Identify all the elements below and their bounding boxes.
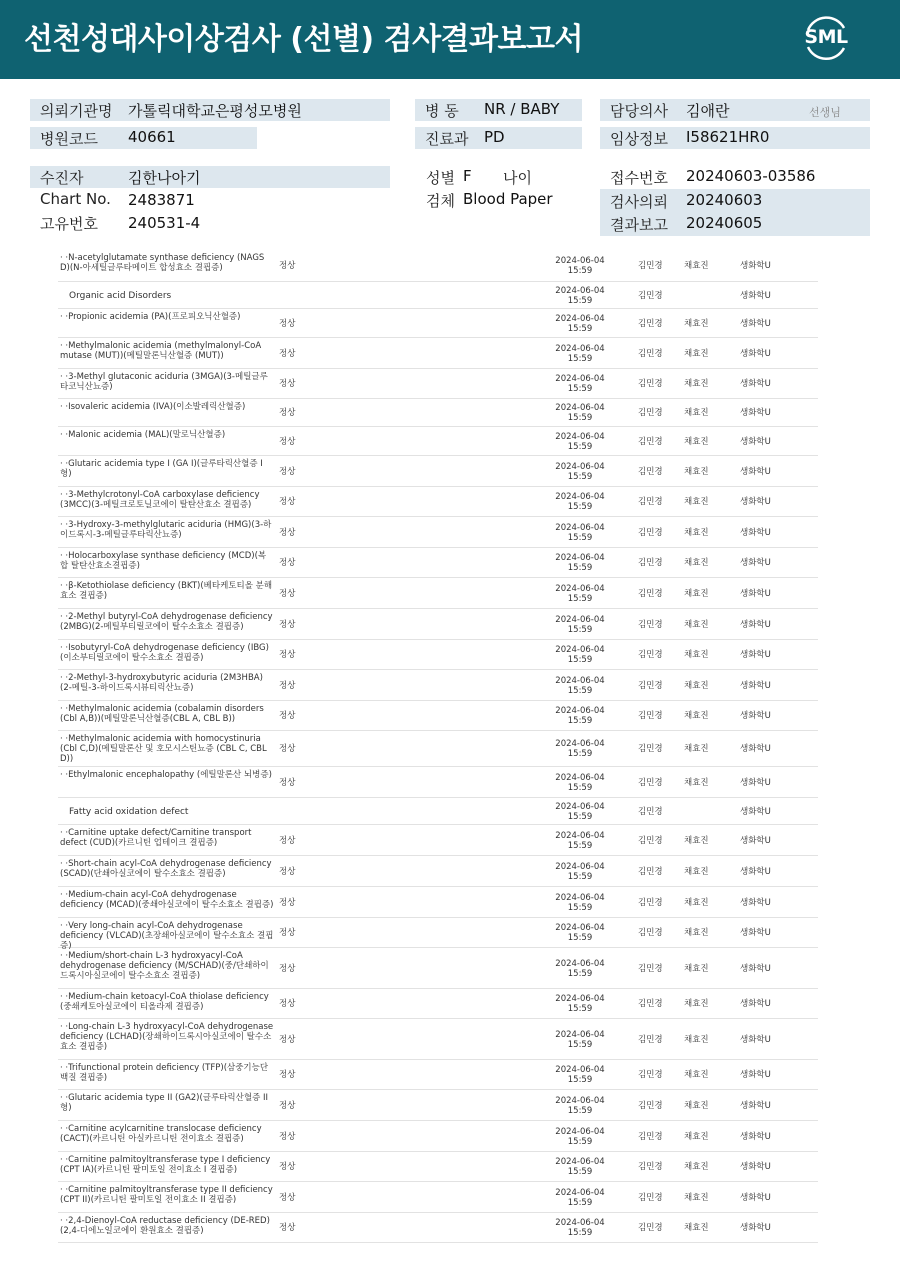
result-time: 15:59 <box>567 933 593 943</box>
test-name: Organic acid Disorders <box>69 291 172 301</box>
result-value: 정상 <box>279 898 296 908</box>
result-value: 정상 <box>279 408 296 418</box>
result-value: 정상 <box>279 999 296 1009</box>
verifier-name: 채효진 <box>684 964 709 974</box>
report-label: 결과보고 <box>610 216 668 234</box>
table-row <box>58 701 818 731</box>
verifier-name: 채효진 <box>684 408 709 418</box>
result-date: 2024-06-04 <box>555 1030 605 1040</box>
table-row <box>58 640 818 670</box>
result-date: 2024-06-04 <box>555 773 605 783</box>
result-value: 정상 <box>279 497 296 507</box>
result-date: 2024-06-04 <box>555 286 605 296</box>
verifier-name: 채효진 <box>684 620 709 630</box>
specimen-value: Blood Paper <box>463 190 553 208</box>
verifier-name: 채효진 <box>684 650 709 660</box>
result-date: 2024-06-04 <box>555 432 605 442</box>
verifier-name: 채효진 <box>684 1223 709 1233</box>
dept-name: 생화학U <box>740 620 771 630</box>
patient-box <box>30 166 390 188</box>
table-row <box>58 856 818 887</box>
test-name: · ·Medium/short-chain L-3 hydroxyacyl-CoA dehydrogenase deficiency (M/SCHAD)(중/단쇄하이드록시아실코에이 탈수소효소 결핍증) <box>60 951 269 981</box>
org-label: 의뢰기관명 <box>40 102 113 120</box>
dept-name: 생화학U <box>740 1035 771 1045</box>
verifier-name: 채효진 <box>684 528 709 538</box>
result-value: 정상 <box>279 467 296 477</box>
verifier-name: 채효진 <box>684 497 709 507</box>
result-time: 15:59 <box>567 655 593 665</box>
table-row <box>58 487 818 517</box>
result-time: 15:59 <box>567 563 593 573</box>
sex-value: F <box>463 167 472 185</box>
clinical-value: I58621HR0 <box>686 128 770 146</box>
tester-name: 김민경 <box>638 778 663 788</box>
table-row <box>58 456 818 487</box>
test-name: · ·Methylmalonic acidemia with homocystinuria (Cbl C,D)(메틸말론산 및 호모시스틴뇨증 (CBL C, CBL D)) <box>60 734 267 764</box>
result-value: 정상 <box>279 867 296 877</box>
tester-name: 김민경 <box>638 999 663 1009</box>
tester-name: 김민경 <box>638 1070 663 1080</box>
verifier-name: 채효진 <box>684 928 709 938</box>
table-row <box>58 1090 818 1121</box>
ward-label: 병 동 <box>425 102 459 120</box>
result-time: 15:59 <box>567 266 593 276</box>
table-row <box>58 918 818 951</box>
test-name: · ·Propionic acidemia (PA)(프로피오닉산혈증) <box>60 312 241 322</box>
verifier-name: 채효진 <box>684 1193 709 1203</box>
result-time: 15:59 <box>567 625 593 635</box>
result-date: 2024-06-04 <box>555 959 605 969</box>
test-name: · ·Ethylmalonic encephalopathy (에틸말론산 뇌병증) <box>60 770 272 780</box>
test-name: · ·Carnitine acylcarnitine translocase deficiency (CACT)(카르니틴 아실카르니틴 전이효소 결핍증) <box>60 1124 262 1144</box>
tester-name: 김민경 <box>638 1132 663 1142</box>
result-value: 정상 <box>279 1035 296 1045</box>
dept-name: 생화학U <box>740 1070 771 1080</box>
request-label: 검사의뢰 <box>610 193 668 211</box>
result-value: 정상 <box>279 1193 296 1203</box>
result-time: 15:59 <box>567 783 593 793</box>
result-value: 정상 <box>279 928 296 938</box>
tester-name: 김민경 <box>638 1193 663 1203</box>
table-row <box>58 250 818 282</box>
receipt-value: 20240603-03586 <box>686 167 816 185</box>
dept-name: 생화학U <box>740 898 771 908</box>
result-time: 15:59 <box>567 594 593 604</box>
result-date: 2024-06-04 <box>555 676 605 686</box>
verifier-name: 채효진 <box>684 261 709 271</box>
result-date: 2024-06-04 <box>555 1157 605 1167</box>
result-date: 2024-06-04 <box>555 492 605 502</box>
sex-label: 성별 <box>426 169 455 187</box>
tester-name: 김민경 <box>638 261 663 271</box>
clinical-label: 임상정보 <box>610 130 668 148</box>
org-value: 가톨릭대학교은평성모병원 <box>128 102 302 120</box>
report-value: 20240605 <box>686 214 763 232</box>
dept-name: 생화학U <box>740 589 771 599</box>
patient-label: 수진자 <box>40 169 84 187</box>
test-name: · ·2-Methyl-3-hydroxybutyric aciduria (2M3HBA)(2-메틸-3-하이드록시뷰티릭산뇨증) <box>60 673 263 693</box>
result-date: 2024-06-04 <box>555 645 605 655</box>
test-name: · ·Medium-chain acyl-CoA dehydrogenase deficiency (MCAD)(중쇄아실코에이 탈수소효소 결핍증) <box>60 890 274 910</box>
test-name: · ·Trifunctional protein deficiency (TFP)(삼중기능단백질 결핍증) <box>60 1063 269 1083</box>
result-time: 15:59 <box>567 533 593 543</box>
dept-name: 생화학U <box>740 1162 771 1172</box>
unique-label: 고유번호 <box>40 215 98 233</box>
result-value: 정상 <box>279 650 296 660</box>
verifier-name: 채효진 <box>684 319 709 329</box>
dept-name: 생화학U <box>740 836 771 846</box>
result-date: 2024-06-04 <box>555 893 605 903</box>
test-name: · ·Holocarboxylase synthase deficiency (MCD)(복합 탈탄산효소결핍증) <box>60 551 267 571</box>
result-time: 15:59 <box>567 969 593 979</box>
section-row <box>58 798 818 825</box>
dept-name: 생화학U <box>740 349 771 359</box>
test-name: · ·3-Methylcrotonyl-CoA carboxylase deficiency (3MCC)(3-메틸크로토닐코에이 탈탄산효소 결핍증) <box>60 490 260 510</box>
dept-name: 생화학U <box>740 778 771 788</box>
test-name: · ·Malonic acidemia (MAL)(말로닉산혈증) <box>60 430 226 440</box>
result-date: 2024-06-04 <box>555 584 605 594</box>
result-date: 2024-06-04 <box>555 403 605 413</box>
table-row <box>58 609 818 640</box>
result-date: 2024-06-04 <box>555 739 605 749</box>
table-row <box>58 1060 818 1090</box>
result-date: 2024-06-04 <box>555 994 605 1004</box>
table-row <box>58 548 818 578</box>
result-date: 2024-06-04 <box>555 862 605 872</box>
test-name: · ·3-Hydroxy-3-methylglutaric aciduria (HMG)(3-하이드록시-3-메틸글루타릭산뇨증) <box>60 520 272 540</box>
result-value: 정상 <box>279 711 296 721</box>
result-value: 정상 <box>279 589 296 599</box>
result-value: 정상 <box>279 778 296 788</box>
table-row <box>58 887 818 918</box>
tester-name: 김민경 <box>638 291 663 301</box>
dept-name: 생화학U <box>740 1193 771 1203</box>
result-value: 정상 <box>279 319 296 329</box>
result-date: 2024-06-04 <box>555 1218 605 1228</box>
result-value: 정상 <box>279 558 296 568</box>
verifier-name: 채효진 <box>684 1101 709 1111</box>
specimen-label: 검체 <box>426 192 455 210</box>
tester-name: 김민경 <box>638 528 663 538</box>
result-value: 정상 <box>279 1070 296 1080</box>
test-name: · ·β-Ketothiolase deficiency (BKT)(베타케토티올 분해효소 결핍증) <box>60 581 273 601</box>
dept-name: 생화학U <box>740 928 771 938</box>
result-time: 15:59 <box>567 1004 593 1014</box>
test-name: · ·Glutaric acidemia type I (GA I)(글루타릭산혈증 I 형) <box>60 459 263 479</box>
tester-name: 김민경 <box>638 898 663 908</box>
unique-value: 240531-4 <box>128 214 201 232</box>
test-name: · ·Carnitine uptake defect/Carnitine transport defect (CUD)(카르니틴 업테이크 결핍증) <box>60 828 252 848</box>
result-value: 정상 <box>279 349 296 359</box>
result-date: 2024-06-04 <box>555 831 605 841</box>
result-date: 2024-06-04 <box>555 615 605 625</box>
dept-name: 생화학U <box>740 1132 771 1142</box>
doctor-suffix: 선생님 <box>809 106 841 119</box>
result-time: 15:59 <box>567 502 593 512</box>
doctor-label: 담당의사 <box>610 102 668 120</box>
tester-name: 김민경 <box>638 558 663 568</box>
dept-name: 생화학U <box>740 261 771 271</box>
result-date: 2024-06-04 <box>555 314 605 324</box>
dept-name: 생화학U <box>740 467 771 477</box>
result-date: 2024-06-04 <box>555 1188 605 1198</box>
result-time: 15:59 <box>567 1198 593 1208</box>
logo-text: SML <box>804 26 848 48</box>
result-time: 15:59 <box>567 354 593 364</box>
tester-name: 김민경 <box>638 807 663 817</box>
hospital-code-label: 병원코드 <box>40 130 98 148</box>
test-name: · ·2,4-Dienoyl-CoA reductase deficiency (DE-RED)(2,4-디에노일코에이 환원효소 결핍증) <box>60 1216 270 1236</box>
result-value: 정상 <box>279 1132 296 1142</box>
age-label: 나이 <box>503 169 532 187</box>
result-time: 15:59 <box>567 296 593 306</box>
verifier-name: 채효진 <box>684 898 709 908</box>
result-value: 정상 <box>279 261 296 271</box>
table-row <box>58 517 818 548</box>
table-row <box>58 670 818 701</box>
result-date: 2024-06-04 <box>555 256 605 266</box>
table-row <box>58 399 818 427</box>
verifier-name: 채효진 <box>684 349 709 359</box>
dept-name: 생화학U <box>740 867 771 877</box>
verifier-name: 채효진 <box>684 778 709 788</box>
patient-value: 김한나아기 <box>128 169 201 187</box>
tester-name: 김민경 <box>638 467 663 477</box>
tester-name: 김민경 <box>638 497 663 507</box>
table-row <box>58 1152 818 1182</box>
test-name: · ·Methylmalonic acidemia (methylmalonyl-CoA mutase (MUT))(메틸말론닉산혈증 (MUT)) <box>60 341 262 361</box>
dept-name: 생화학U <box>740 528 771 538</box>
test-name: · ·Glutaric acidemia type II (GA2)(글루타릭산혈증 II형) <box>60 1093 268 1113</box>
verifier-name: 채효진 <box>684 1132 709 1142</box>
table-row <box>58 731 818 767</box>
test-name: · ·2-Methyl butyryl-CoA dehydrogenase deficiency (2MBG)(2-메틸부티릴코에이 탈수소효소 결핍증) <box>60 612 273 632</box>
result-date: 2024-06-04 <box>555 462 605 472</box>
chart-label: Chart No. <box>40 190 111 208</box>
test-name: · ·Medium-chain ketoacyl-CoA thiolase deficiency (중쇄케토아실코에이 티올라제 결핍증) <box>60 992 269 1012</box>
result-value: 정상 <box>279 744 296 754</box>
verifier-name: 채효진 <box>684 1070 709 1080</box>
tester-name: 김민경 <box>638 620 663 630</box>
dept-name: 생화학U <box>740 291 771 301</box>
request-value: 20240603 <box>686 191 763 209</box>
verifier-name: 채효진 <box>684 379 709 389</box>
result-value: 정상 <box>279 379 296 389</box>
result-time: 15:59 <box>567 1228 593 1238</box>
report-header <box>0 0 900 79</box>
tester-name: 김민경 <box>638 408 663 418</box>
tester-name: 김민경 <box>638 379 663 389</box>
dept-name: 생화학U <box>740 711 771 721</box>
verifier-name: 채효진 <box>684 681 709 691</box>
tester-name: 김민경 <box>638 836 663 846</box>
result-value: 정상 <box>279 1223 296 1233</box>
chart-value: 2483871 <box>128 191 195 209</box>
dept-name: 생화학U <box>740 408 771 418</box>
result-time: 15:59 <box>567 1040 593 1050</box>
result-date: 2024-06-04 <box>555 523 605 533</box>
dept-name: 생화학U <box>740 1101 771 1111</box>
dept-name: 생화학U <box>740 681 771 691</box>
tester-name: 김민경 <box>638 867 663 877</box>
table-row <box>58 989 818 1019</box>
result-value: 정상 <box>279 681 296 691</box>
report-title: 선천성대사이상검사 (선별) 검사결과보고서 <box>24 22 583 57</box>
result-date: 2024-06-04 <box>555 802 605 812</box>
section-row <box>58 282 818 309</box>
result-date: 2024-06-04 <box>555 553 605 563</box>
tester-name: 김민경 <box>638 437 663 447</box>
result-time: 15:59 <box>567 1137 593 1147</box>
tester-name: 김민경 <box>638 1035 663 1045</box>
test-name: · ·3-Methyl glutaconic aciduria (3MGA)(3-메틸글루타코닉산뇨증) <box>60 372 268 392</box>
result-time: 15:59 <box>567 442 593 452</box>
result-time: 15:59 <box>567 812 593 822</box>
tester-name: 김민경 <box>638 1162 663 1172</box>
result-value: 정상 <box>279 528 296 538</box>
table-row <box>58 1213 818 1243</box>
result-time: 15:59 <box>567 384 593 394</box>
result-date: 2024-06-04 <box>555 1127 605 1137</box>
result-time: 15:59 <box>567 716 593 726</box>
table-row <box>58 1121 818 1152</box>
dept-label: 진료과 <box>425 130 469 148</box>
result-time: 15:59 <box>567 472 593 482</box>
result-value: 정상 <box>279 1162 296 1172</box>
result-date: 2024-06-04 <box>555 923 605 933</box>
verifier-name: 채효진 <box>684 467 709 477</box>
table-row <box>58 825 818 856</box>
test-name: Fatty acid oxidation defect <box>69 807 189 817</box>
table-row <box>58 578 818 609</box>
result-date: 2024-06-04 <box>555 344 605 354</box>
result-time: 15:59 <box>567 749 593 759</box>
sml-logo <box>800 12 852 64</box>
dept-name: 생화학U <box>740 807 771 817</box>
hospital-code-value: 40661 <box>128 128 176 146</box>
verifier-name: 채효진 <box>684 437 709 447</box>
ward-value: NR / BABY <box>484 100 560 118</box>
tester-name: 김민경 <box>638 1223 663 1233</box>
test-name: · ·Methylmalonic acidemia (cobalamin disorders (Cbl A,B))(메틸말론닉산혈증(CBL A, CBL B)) <box>60 704 264 724</box>
test-name: · ·Very long-chain acyl-CoA dehydrogenase deficiency (VLCAD)(초장쇄아실코에이 탈수소효소 결핍증) <box>60 921 274 951</box>
verifier-name: 채효진 <box>684 999 709 1009</box>
result-date: 2024-06-04 <box>555 706 605 716</box>
test-name: · ·Carnitine palmitoyltransferase type II deficiency (CPT II)(카르니틴 팔미토일 전이효소 II 결핍증) <box>60 1185 273 1205</box>
verifier-name: 채효진 <box>684 867 709 877</box>
verifier-name: 채효진 <box>684 836 709 846</box>
tester-name: 김민경 <box>638 650 663 660</box>
test-name: · ·Short-chain acyl-CoA dehydrogenase deficiency (SCAD)(단쇄아실코에이 탈수소효소 결핍증) <box>60 859 272 879</box>
verifier-name: 채효진 <box>684 1035 709 1045</box>
test-name: · ·Carnitine palmitoyltransferase type I deficiency (CPT IA)(카르니틴 팔미토일 전이효소 I 결핍증) <box>60 1155 271 1175</box>
verifier-name: 채효진 <box>684 711 709 721</box>
result-date: 2024-06-04 <box>555 374 605 384</box>
result-time: 15:59 <box>567 413 593 423</box>
table-row <box>58 309 818 338</box>
dept-name: 생화학U <box>740 379 771 389</box>
verifier-name: 채효진 <box>684 558 709 568</box>
table-row <box>58 1182 818 1213</box>
result-time: 15:59 <box>567 841 593 851</box>
receipt-label: 접수번호 <box>610 169 668 187</box>
result-time: 15:59 <box>567 324 593 334</box>
verifier-name: 채효진 <box>684 744 709 754</box>
test-name: · ·Long-chain L-3 hydroxyacyl-CoA dehydrogenase deficiency (LCHAD)(장쇄하이드록시아실코에이 탈수소효소 결핍증) <box>60 1022 274 1052</box>
table-row <box>58 338 818 369</box>
table-row <box>58 427 818 456</box>
tester-name: 김민경 <box>638 964 663 974</box>
dept-value: PD <box>484 128 505 146</box>
doctor-value: 김애란 <box>686 102 730 120</box>
result-value: 정상 <box>279 836 296 846</box>
result-time: 15:59 <box>567 903 593 913</box>
table-row <box>58 1019 818 1060</box>
result-time: 15:59 <box>567 1075 593 1085</box>
test-name: · ·Isovaleric acidemia (IVA)(이소발레릭산혈증) <box>60 402 246 412</box>
verifier-name: 채효진 <box>684 1162 709 1172</box>
dept-name: 생화학U <box>740 497 771 507</box>
dept-name: 생화학U <box>740 1223 771 1233</box>
result-time: 15:59 <box>567 872 593 882</box>
dept-name: 생화학U <box>740 999 771 1009</box>
result-date: 2024-06-04 <box>555 1096 605 1106</box>
result-time: 15:59 <box>567 1167 593 1177</box>
tester-name: 김민경 <box>638 589 663 599</box>
dept-name: 생화학U <box>740 558 771 568</box>
result-value: 정상 <box>279 964 296 974</box>
result-value: 정상 <box>279 620 296 630</box>
result-date: 2024-06-04 <box>555 1065 605 1075</box>
tester-name: 김민경 <box>638 349 663 359</box>
dept-name: 생화학U <box>740 744 771 754</box>
tester-name: 김민경 <box>638 928 663 938</box>
dept-name: 생화학U <box>740 650 771 660</box>
dept-name: 생화학U <box>740 437 771 447</box>
table-row <box>58 948 818 989</box>
tester-name: 김민경 <box>638 711 663 721</box>
result-value: 정상 <box>279 437 296 447</box>
dept-name: 생화학U <box>740 319 771 329</box>
table-row <box>58 369 818 399</box>
tester-name: 김민경 <box>638 744 663 754</box>
tester-name: 김민경 <box>638 681 663 691</box>
verifier-name: 채효진 <box>684 589 709 599</box>
test-name: · ·Isobutyryl-CoA dehydrogenase deficiency (IBG)(이소부티릴코에이 탈수소효소 결핍증) <box>60 643 269 663</box>
tester-name: 김민경 <box>638 1101 663 1111</box>
test-name: · ·N-acetylglutamate synthase deficiency (NAGS D)(N-아세틸글루타메이트 합성효소 결핍증) <box>60 253 265 273</box>
table-row <box>58 767 818 798</box>
result-value: 정상 <box>279 1101 296 1111</box>
tester-name: 김민경 <box>638 319 663 329</box>
result-time: 15:59 <box>567 686 593 696</box>
result-time: 15:59 <box>567 1106 593 1116</box>
dept-name: 생화학U <box>740 964 771 974</box>
